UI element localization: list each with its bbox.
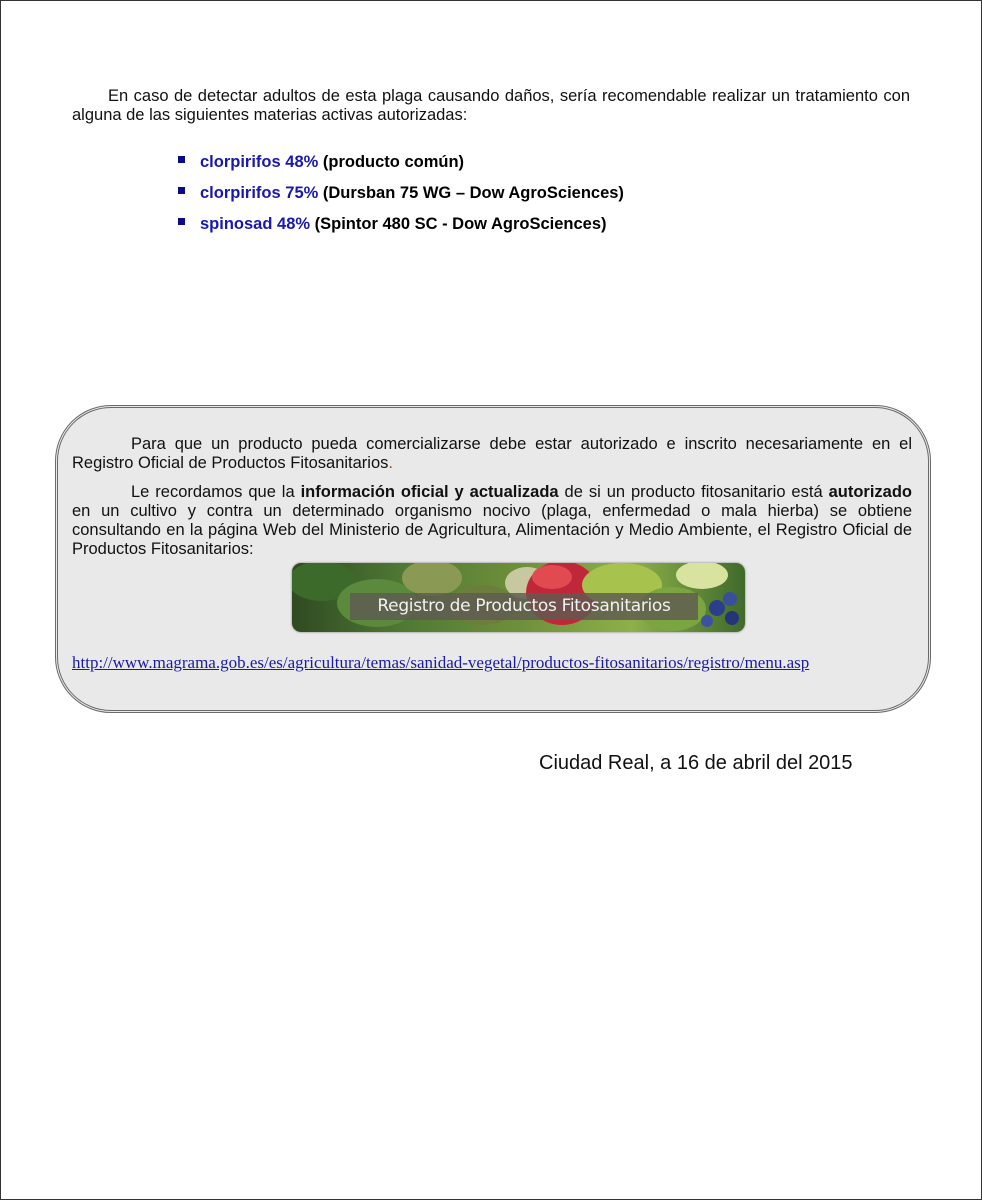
notice-text: Para que un producto pueda comercializarse debe estar autorizado e inscrito necesariamente en el Registro Oficial de Productos Fitosanitarios [72, 435, 912, 472]
signature-date: Ciudad Real, a 16 de abril del 2015 [539, 752, 853, 774]
banner-label: Registro de Productos Fitosanitarios [350, 593, 698, 620]
product-brand: (Dursban 75 WG – Dow AgroSciences) [322, 184, 624, 202]
product-brand: (Spintor 480 SC - Dow AgroSciences) [314, 215, 607, 233]
registry-banner-button[interactable] [292, 563, 745, 632]
active-ingredient: clorpirifos 48% [200, 153, 319, 171]
list-item [177, 214, 624, 234]
square-bullet-icon [178, 156, 185, 163]
notice-text: de si un producto fitosanitario está [558, 483, 829, 501]
notice-period: . [388, 454, 393, 472]
active-ingredient: spinosad 48% [200, 215, 311, 233]
square-bullet-icon [178, 187, 185, 194]
square-bullet-icon [178, 218, 185, 225]
notice-paragraph-official-info [72, 483, 912, 559]
notice-text: Le recordamos que la [131, 483, 301, 501]
list-item [177, 152, 624, 172]
active-ingredient: clorpirifos 75% [200, 184, 319, 202]
product-list [177, 152, 624, 245]
notice-bold-authorized: autorizado [828, 483, 912, 501]
product-brand: (producto común) [322, 153, 465, 171]
notice-text: en un cultivo y contra un determinado organismo nocivo (plaga, enfermedad o mala hierba) se obtiene consultando en la página Web del Ministerio de Agricultura, Alimentación y Medio Ambiente, el Registro Oficial de Productos Fitosanitarios: [72, 502, 912, 558]
registry-link[interactable]: http://www.magrama.gob.es/es/agricultura/temas/sanidad-vegetal/productos-fitosanitarios/registro/menu.asp [72, 653, 810, 672]
list-item [177, 183, 624, 203]
intro-paragraph: En caso de detectar adultos de esta plaga causando daños, sería recomendable realizar un tratamiento con alguna de las siguientes materias activas autorizadas: [72, 87, 910, 124]
notice-paragraph-authorization [72, 435, 912, 473]
notice-bold-official-info: información oficial y actualizada [300, 483, 559, 501]
